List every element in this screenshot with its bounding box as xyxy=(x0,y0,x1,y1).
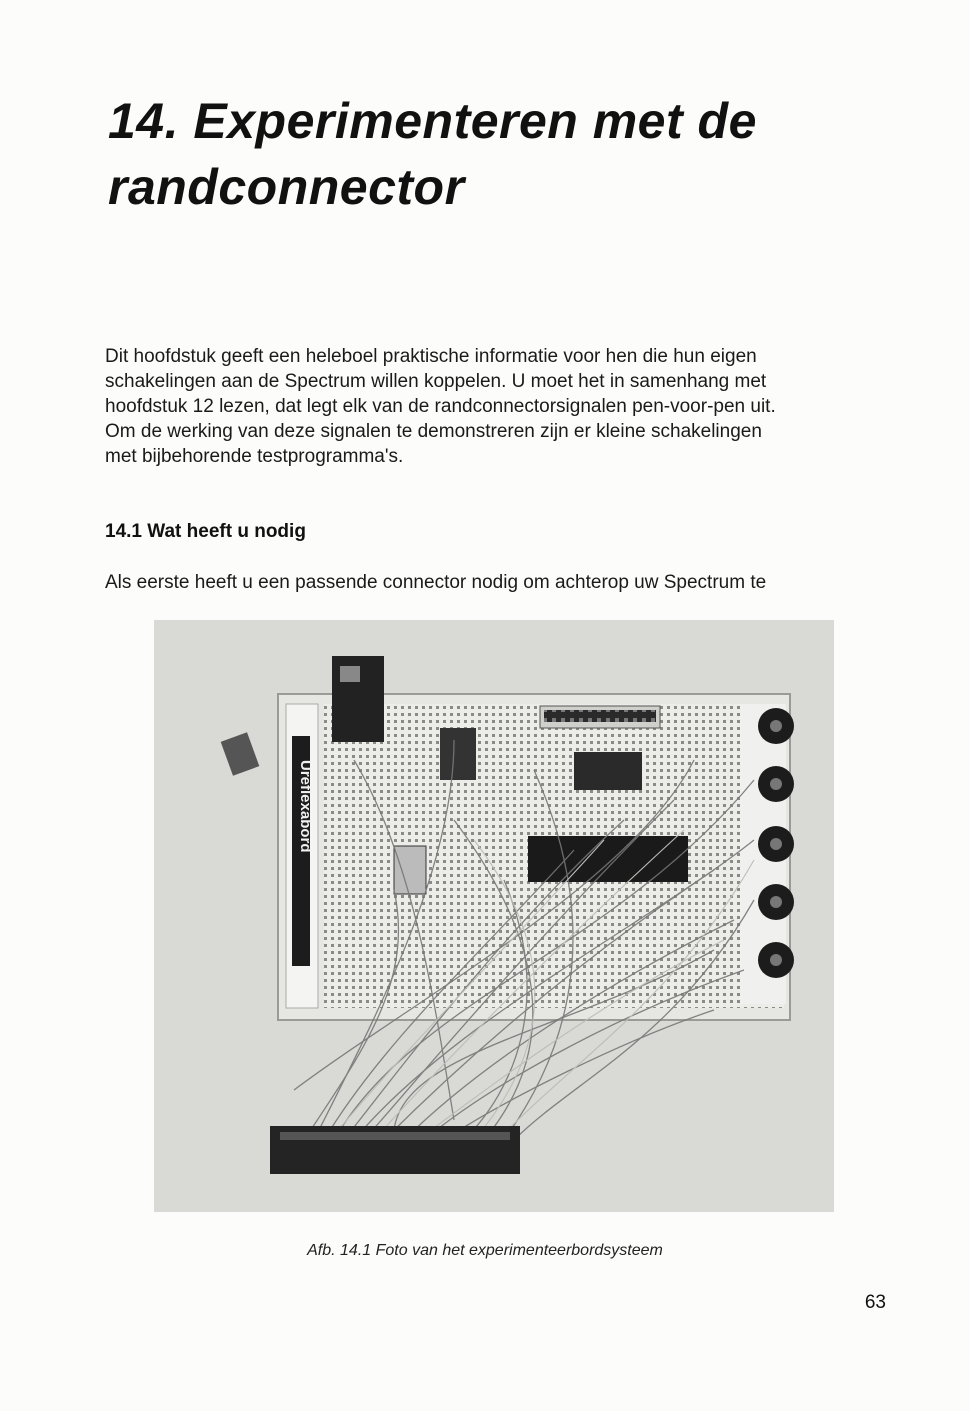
intro-line-3: hoofdstuk 12 lezen, dat legt elk van de randconnectorsignalen pen-voor-pen uit. xyxy=(105,396,776,417)
intro-line-2: schakelingen aan de Spectrum willen koppelen. U moet het in samenhang met xyxy=(105,371,767,392)
intro-line-5: met bijbehorende testprogramma's. xyxy=(105,446,404,467)
section-paragraph: Als eerste heeft u een passende connector nodig om achterop uw Spectrum te xyxy=(105,572,767,593)
intro-line-4: Om de werking van deze signalen te demonstreren zijn er kleine schakelingen xyxy=(105,421,762,442)
intro-line-1: Dit hoofdstuk geeft een heleboel praktische informatie voor hen die hun eigen xyxy=(105,346,757,367)
chapter-title-line-1: 14. Experimenteren met de xyxy=(108,93,757,149)
page-number: 63 xyxy=(864,1292,886,1313)
chip-small-2 xyxy=(394,846,426,894)
intro-paragraph xyxy=(105,344,895,469)
chapter-title xyxy=(108,88,888,220)
breadboard-photo xyxy=(154,620,834,1212)
chapter-title-line-2: randconnector xyxy=(108,159,465,215)
chip-small-1 xyxy=(574,752,642,790)
figure-caption: Afb. 14.1 Foto van het experimenteerbordsysteem xyxy=(307,1242,663,1259)
chip-large xyxy=(528,836,688,882)
board-label: Ureflexabord xyxy=(297,760,314,853)
chip-small-3 xyxy=(440,728,476,780)
section-heading: 14.1 Wat heeft u nodig xyxy=(105,521,306,542)
